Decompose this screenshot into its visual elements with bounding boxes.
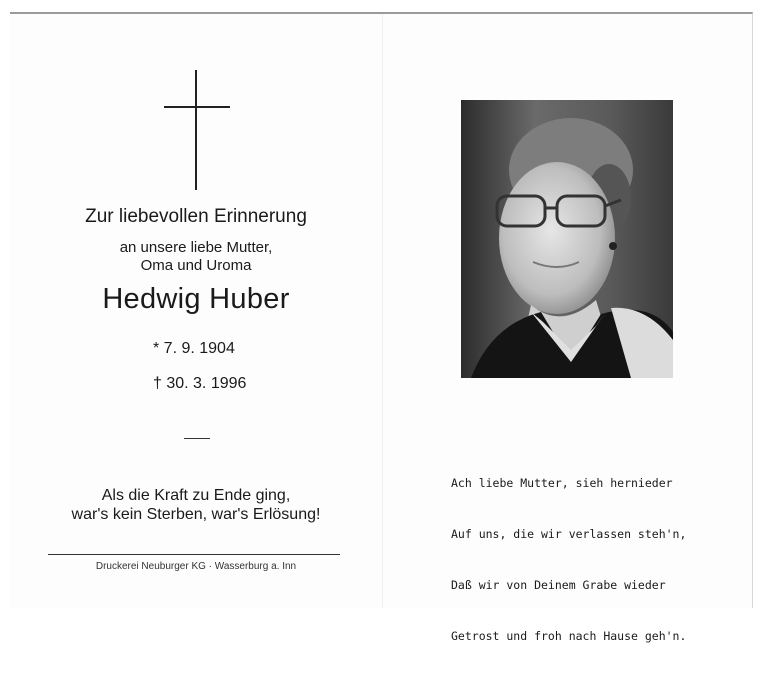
subtitle-line-2: Oma und Uroma (140, 257, 252, 274)
printer-imprint: Druckerei Neuburger KG · Wasserburg a. Inn (95, 561, 297, 572)
memorial-heading: Zur liebevollen Erinnerung (85, 206, 307, 227)
birth-date: * 7. 9. 1904 (153, 340, 235, 357)
card-fold (382, 14, 383, 608)
subtitle-line-1: an unsere liebe Mutter, (119, 239, 273, 256)
poem-line: Getrost und froh nach Hause geh'n. (451, 629, 687, 643)
portrait-photo (461, 100, 673, 378)
memorial-card (10, 12, 753, 643)
quote-line-1: Als die Kraft zu Ende ging, (101, 487, 291, 504)
left-panel (10, 14, 382, 608)
poem-line: Ach liebe Mutter, sieh hernieder (451, 476, 673, 490)
poem (451, 441, 686, 679)
footer-rule (48, 554, 340, 555)
poem-line: Auf uns, die wir verlassen steh'n, (451, 527, 687, 541)
poem-line: Daß wir von Deinem Grabe wieder (451, 578, 666, 592)
death-date: † 30. 3. 1996 (153, 375, 247, 392)
divider-dash (184, 438, 210, 439)
cross-icon (164, 70, 230, 190)
deceased-name: Hedwig Huber (102, 283, 290, 315)
quote-line-2: war's kein Sterben, war's Erlösung! (71, 506, 321, 523)
